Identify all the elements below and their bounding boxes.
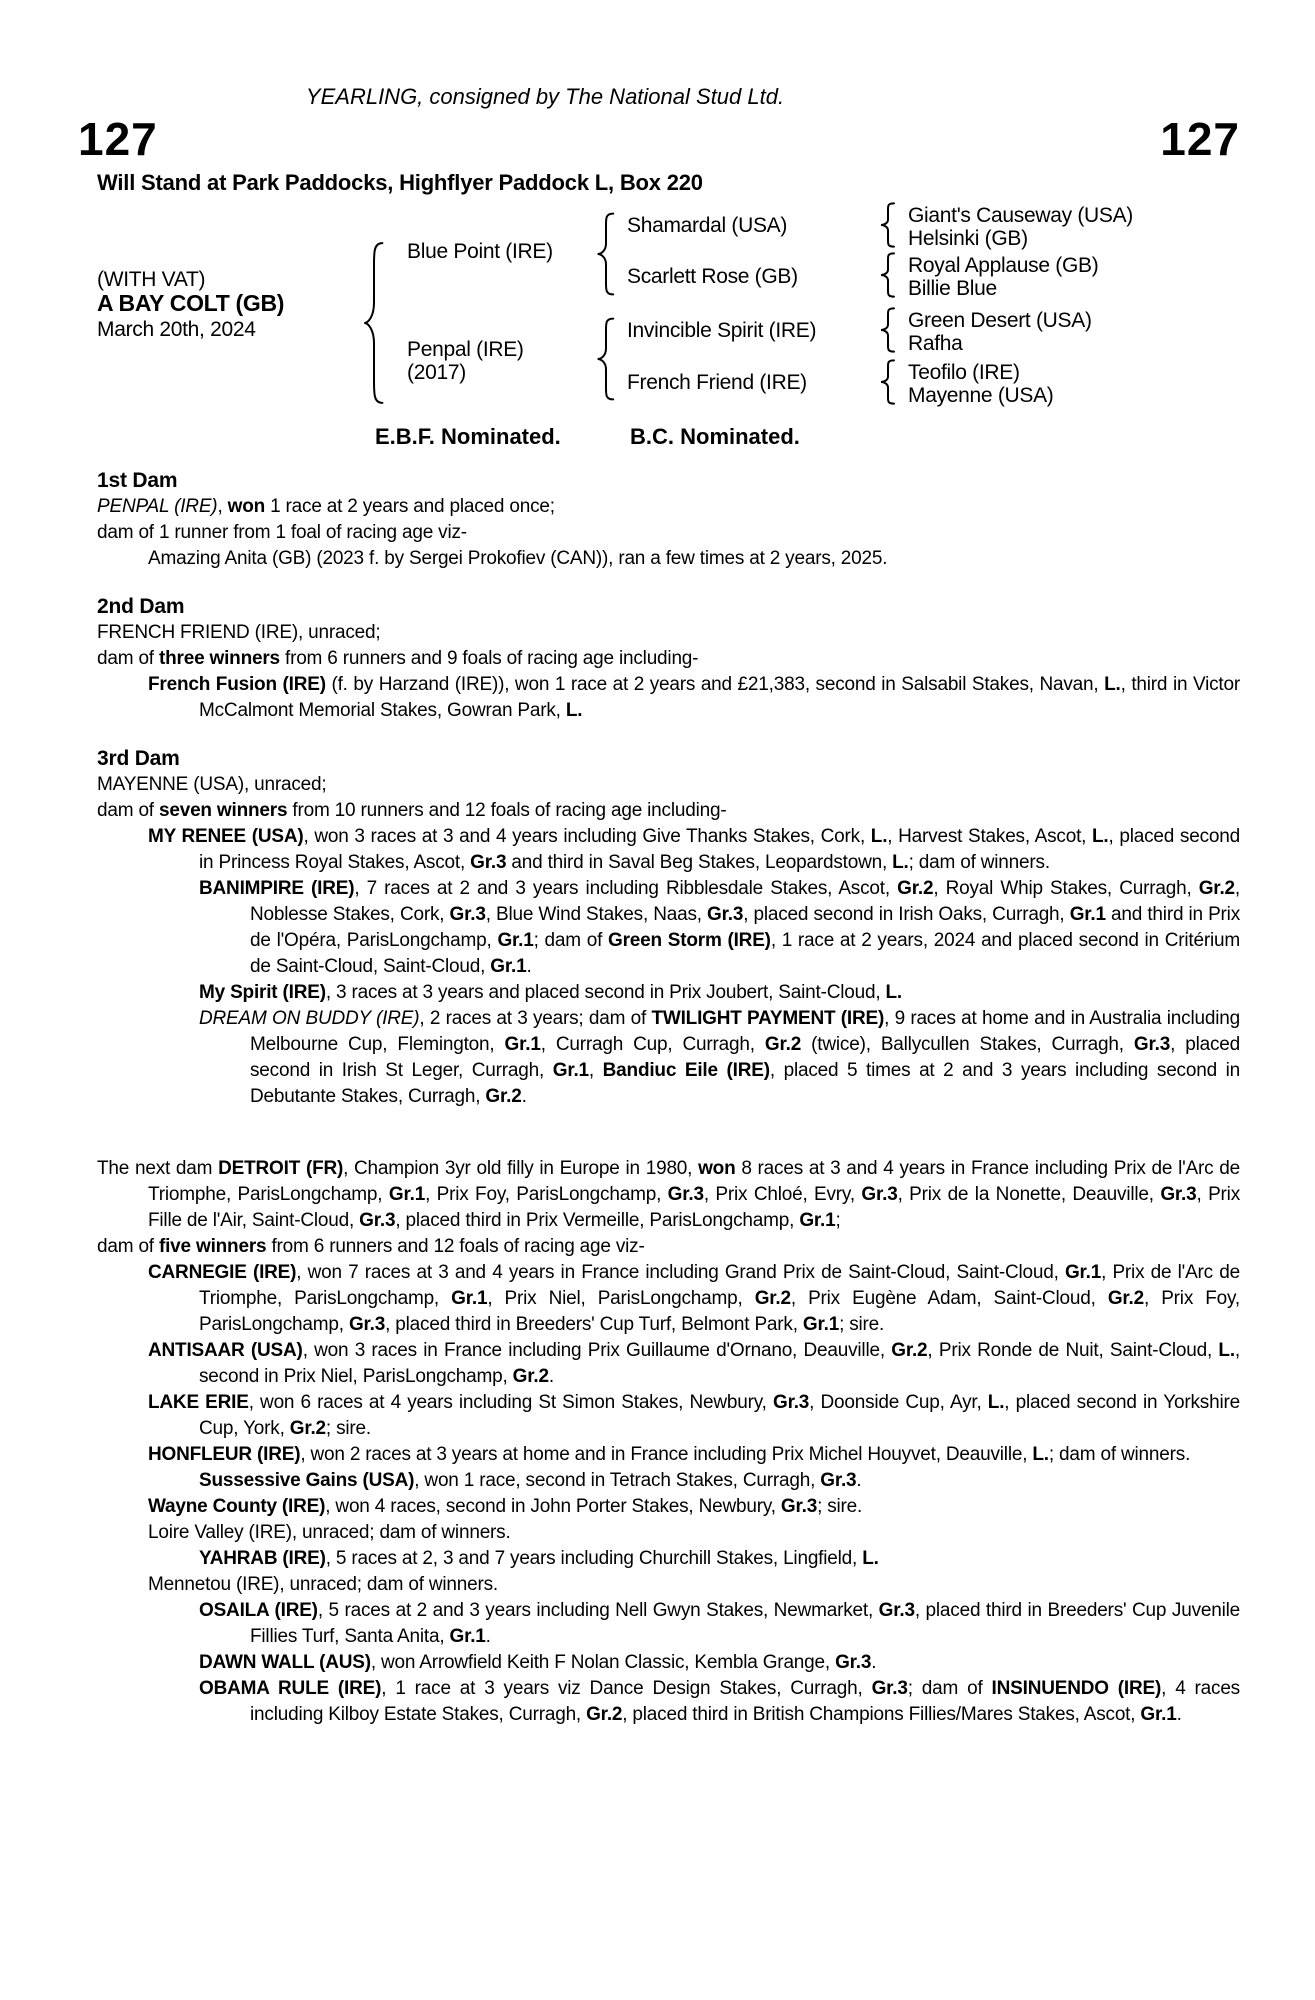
text-segment: . (526, 956, 532, 977)
text-segment: Gr.1 (1140, 1704, 1177, 1725)
text-segment: , third in Victor McCalmont Memorial Stakes, Gowran Park, (199, 674, 1240, 721)
text-segment: L. (885, 982, 903, 1003)
text-segment: , second in Prix Niel, ParisLongchamp, (199, 1340, 1241, 1387)
text-segment: Gr.1 (1069, 904, 1106, 925)
text-segment: Gr.1 (388, 1184, 426, 1205)
text-segment: OBAMA RULE (IRE) (199, 1678, 382, 1699)
text-segment: PENPAL (IRE) (97, 496, 218, 517)
text-segment: , 1 race at 3 years viz Dance Design Stakes, Curragh, (381, 1678, 872, 1699)
text-segment: , Prix Chloé, Evry, (703, 1184, 862, 1205)
pedigree-gen3-name: Teofilo (IRE) (908, 361, 1020, 384)
text-segment: Gr.1 (1064, 1262, 1102, 1283)
sire-name: Blue Point (IRE) (407, 240, 553, 263)
pedigree-paragraph (97, 1260, 1240, 1338)
text-segment: won (227, 496, 266, 517)
text-segment: YAHRAB (IRE) (199, 1548, 326, 1569)
pedigree-paragraph (97, 672, 1240, 724)
text-segment: dam of 1 runner from 1 foal of racing age viz- (97, 522, 467, 543)
text-segment: , Prix de la Nonette, Deauville, (897, 1184, 1161, 1205)
pedigree-paragraph (97, 646, 1240, 672)
text-segment: , Prix Eugène Adam, Saint-Cloud, (790, 1288, 1108, 1309)
text-segment: INSINUENDO (IRE) (991, 1678, 1162, 1699)
brace-icon (594, 211, 618, 297)
pedigree-paragraph (97, 1156, 1240, 1234)
text-segment: , 7 races at 2 and 3 years including Ribblesdale Stakes, Ascot, (354, 878, 898, 899)
text-segment: ; dam of winners. (1048, 1444, 1191, 1465)
pedigree-paragraph (97, 772, 1240, 798)
text-segment: Gr.1 (799, 1210, 836, 1231)
text-segment: , won 2 races at 3 years at home and in France including Prix Michel Houyvet, Deauville, (300, 1444, 1033, 1465)
text-segment: , Noblesse Stakes, Cork, (250, 878, 1240, 925)
text-segment: Gr.3 (1133, 1034, 1171, 1055)
pedigree-paragraph (97, 1442, 1240, 1468)
text-segment: five winners (158, 1236, 267, 1257)
text-segment: and third in Saval Beg Stakes, Leopardstown, (506, 852, 893, 873)
text-segment: from 6 runners and 9 foals of racing age including- (279, 648, 699, 669)
text-segment: , Prix Fille de l'Air, Saint-Cloud, (148, 1184, 1240, 1231)
text-segment: ; dam of (533, 930, 608, 951)
text-segment: , placed second in Irish Oaks, Curragh, (743, 904, 1070, 925)
text-segment: . (856, 1470, 862, 1491)
text-segment: DAWN WALL (AUS) (199, 1652, 371, 1673)
text-segment: , placed third in Breeders' Cup Juvenile Fillies Turf, Santa Anita, (250, 1600, 1241, 1647)
text-segment: , won 3 races at 3 and 4 years including Give Thanks Stakes, Cork, (303, 826, 871, 847)
text-segment: from 10 runners and 12 foals of racing age including- (287, 800, 727, 821)
text-segment: Gr.1 (802, 1314, 840, 1335)
text-segment: HONFLEUR (IRE) (148, 1444, 301, 1465)
text-segment: Sussessive Gains (USA) (199, 1470, 415, 1491)
text-segment: , 9 races at home and in Australia including Melbourne Cup, Flemington, (250, 1008, 1240, 1055)
brace-icon (878, 359, 898, 405)
text-segment: Gr.3 (449, 904, 486, 925)
text-segment: dam of (97, 648, 159, 669)
text-segment: , Harvest Stakes, Ascot, (887, 826, 1093, 847)
text-segment: . (871, 1652, 877, 1673)
dam-name: Penpal (IRE) (407, 338, 524, 361)
text-segment: Gr.2 (1198, 878, 1235, 899)
pedigree-paragraph (97, 1234, 1240, 1260)
pedigree-paragraph (97, 1338, 1240, 1390)
text-segment: , Prix de l'Arc de Triomphe, ParisLongchamp, (199, 1262, 1240, 1309)
sire-dam: Scarlett Rose (GB) (627, 265, 798, 288)
text-segment: ; sire. (839, 1314, 885, 1335)
dam-sections (97, 468, 1240, 1728)
text-segment: Gr.3 (835, 1652, 872, 1673)
text-segment: , 4 races including Kilboy Estate Stakes, Curragh, (250, 1678, 1240, 1725)
pedigree-paragraph (97, 824, 1240, 876)
text-segment: Gr.1 (497, 930, 534, 951)
text-segment: Gr.2 (289, 1418, 326, 1439)
text-segment: L. (1092, 826, 1109, 847)
text-segment: MAYENNE (USA), unraced; (97, 774, 327, 795)
vat-note: (WITH VAT) (97, 268, 206, 291)
text-segment: The next dam (97, 1158, 219, 1179)
text-segment: , 1 race at 2 years, 2024 and placed second in Critérium de Saint-Cloud, Saint-Cloud, (250, 930, 1241, 977)
text-segment: Gr.2 (485, 1086, 522, 1107)
text-segment: ; dam of (907, 1678, 992, 1699)
pedigree-paragraph (97, 1676, 1240, 1728)
text-segment: L. (870, 826, 888, 847)
text-segment: My Spirit (IRE) (199, 982, 326, 1003)
text-segment: DETROIT (FR) (218, 1158, 344, 1179)
text-segment: Gr.2 (586, 1704, 623, 1725)
text-segment: L. (565, 700, 583, 721)
text-segment: , placed 5 times at 2 and 3 years including second in Debutante Stakes, Curragh, (250, 1060, 1240, 1107)
lot-number-right: 127 (1160, 113, 1240, 165)
brace-icon (360, 238, 388, 408)
text-segment: , (217, 496, 228, 517)
text-segment: Gr.2 (897, 878, 934, 899)
text-segment: L. (1032, 1444, 1049, 1465)
text-segment: , Prix Ronde de Nuit, Saint-Cloud, (927, 1340, 1219, 1361)
text-segment: Gr.3 (820, 1470, 857, 1491)
text-segment: , Royal Whip Stakes, Curragh, (933, 878, 1199, 899)
pedigree-paragraph (97, 1598, 1240, 1650)
pedigree-gen3-name: Royal Applause (GB) (908, 254, 1099, 277)
text-segment: ; sire. (817, 1496, 863, 1517)
text-segment: French Fusion (IRE) (148, 674, 326, 695)
pedigree-paragraph (97, 980, 1240, 1006)
text-segment: dam of (97, 1236, 159, 1257)
bc-nomination: B.C. Nominated. (630, 424, 800, 449)
text-segment: seven winners (158, 800, 288, 821)
text-segment: Wayne County (IRE) (148, 1496, 326, 1517)
text-segment: Gr.3 (861, 1184, 898, 1205)
dam-section-heading: 3rd Dam (97, 747, 180, 770)
text-segment: , placed second in Irish St Leger, Curragh, (250, 1034, 1240, 1081)
text-segment: Gr.3 (878, 1600, 915, 1621)
text-segment: . (548, 1366, 554, 1387)
text-segment: DREAM ON BUDDY (IRE) (199, 1008, 420, 1029)
text-segment: ANTISAAR (USA) (148, 1340, 303, 1361)
text-segment: , 3 races at 3 years and placed second in Prix Joubert, Saint-Cloud, (325, 982, 886, 1003)
pedigree-paragraph (97, 520, 1240, 546)
stand-location-line: Will Stand at Park Paddocks, Highflyer Paddock L, Box 220 (97, 170, 703, 195)
text-segment: , Prix Niel, ParisLongchamp, (487, 1288, 755, 1309)
text-segment: CARNEGIE (IRE) (148, 1262, 297, 1283)
ebf-nomination: E.B.F. Nominated. (375, 424, 561, 449)
pedigree-gen3-name: Green Desert (USA) (908, 309, 1092, 332)
text-segment: Gr.3 (359, 1210, 396, 1231)
text-segment: , won 1 race, second in Tetrach Stakes, Curragh, (414, 1470, 821, 1491)
pedigree-paragraph (97, 1572, 1240, 1598)
text-segment: three winners (158, 648, 280, 669)
text-segment: , Champion 3yr old filly in Europe in 1980, (343, 1158, 699, 1179)
text-segment: ; (835, 1210, 841, 1231)
text-segment: won (698, 1158, 736, 1179)
text-segment: , placed second in Yorkshire Cup, York, (199, 1392, 1240, 1439)
text-segment: MY RENEE (USA) (148, 826, 304, 847)
text-segment: , placed third in Breeders' Cup Turf, Belmont Park, (385, 1314, 803, 1335)
text-segment: , won 7 races at 3 and 4 years in France including Grand Prix de Saint-Cloud, Saint-Cloud, (296, 1262, 1065, 1283)
brace-icon (878, 202, 898, 248)
text-segment: LAKE ERIE (148, 1392, 249, 1413)
dam-sire: Invincible Spirit (IRE) (627, 319, 817, 342)
sire-sire: Shamardal (USA) (627, 214, 788, 237)
text-segment: Gr.3 (1160, 1184, 1197, 1205)
dam-dam: French Friend (IRE) (627, 371, 807, 394)
pedigree-paragraph (97, 876, 1240, 980)
text-segment: , Blue Wind Stakes, Naas, (485, 904, 708, 925)
text-segment: OSAILA (IRE) (199, 1600, 318, 1621)
text-segment: Gr.3 (871, 1678, 908, 1699)
text-segment: , Prix Foy, ParisLongchamp, (199, 1288, 1240, 1335)
pedigree-paragraph (97, 494, 1240, 520)
pedigree-paragraph (97, 546, 1240, 572)
text-segment: dam of (97, 800, 159, 821)
text-segment: Gr.3 (780, 1496, 818, 1517)
text-segment: . (485, 1626, 491, 1647)
text-segment: , placed third in Prix Vermeille, ParisLongchamp, (395, 1210, 800, 1231)
pedigree-gen3-name: Giant's Causeway (USA) (908, 204, 1133, 227)
text-segment: Green Storm (IRE) (608, 930, 771, 951)
pedigree-gen3-name: Rafha (908, 332, 963, 355)
text-segment: 8 races at 3 and 4 years in France including Prix de l'Arc de Triomphe, ParisLongchamp, (148, 1158, 1240, 1205)
text-segment: BANIMPIRE (IRE) (199, 878, 355, 899)
pedigree-gen3-name: Helsinki (GB) (908, 227, 1028, 250)
brace-icon (878, 252, 898, 298)
pedigree-gen3-name: Billie Blue (908, 277, 997, 300)
text-segment: , 5 races at 2 and 3 years including Nell Gwyn Stakes, Newmarket, (317, 1600, 879, 1621)
foal-date: March 20th, 2024 (97, 318, 256, 341)
pedigree-paragraph (97, 1650, 1240, 1676)
text-segment: from 6 runners and 12 foals of racing age viz- (266, 1236, 645, 1257)
text-segment: Loire Valley (IRE), unraced; dam of winners. (148, 1522, 511, 1543)
text-segment: Gr.2 (891, 1340, 928, 1361)
text-segment: Gr.3 (667, 1184, 704, 1205)
text-segment: Gr.2 (754, 1288, 791, 1309)
text-segment: Gr.1 (504, 1034, 541, 1055)
text-segment: , won 4 races, second in John Porter Stakes, Newbury, (325, 1496, 781, 1517)
text-segment: , won Arrowfield Keith F Nolan Classic, Kembla Grange, (370, 1652, 836, 1673)
dam-section-heading: 1st Dam (97, 469, 178, 492)
text-segment: , Doonside Cup, Ayr, (809, 1392, 988, 1413)
text-segment: Gr.2 (764, 1034, 802, 1055)
text-segment: . (1176, 1704, 1182, 1725)
text-segment: , won 3 races in France including Prix Guillaume d'Ornano, Deauville, (302, 1340, 892, 1361)
colt-name: A BAY COLT (GB) (97, 290, 285, 316)
pedigree-gen3-name: Mayenne (USA) (908, 384, 1054, 407)
text-segment: Gr.1 (451, 1288, 488, 1309)
text-segment: 1 race at 2 years and placed once; (265, 496, 555, 517)
pedigree-paragraph (97, 1520, 1240, 1546)
text-segment: L. (892, 852, 909, 873)
text-segment: , placed third in British Champions Fillies/Mares Stakes, Ascot, (622, 1704, 1141, 1725)
text-segment: , (588, 1060, 603, 1081)
text-segment: , 2 races at 3 years; dam of (419, 1008, 652, 1029)
dam-section-heading: 2nd Dam (97, 595, 185, 618)
text-segment: Gr.3 (707, 904, 744, 925)
text-segment: Gr.2 (512, 1366, 549, 1387)
text-segment: (twice), Ballycullen Stakes, Curragh, (801, 1034, 1134, 1055)
text-segment: L. (1218, 1340, 1235, 1361)
text-segment: FRENCH FRIEND (IRE), unraced; (97, 622, 381, 643)
text-segment: Gr.3 (470, 852, 507, 873)
text-segment: (f. by Harzand (IRE)), won 1 race at 2 years and £21,383, second in Salsabil Stakes, Navan, (325, 674, 1105, 695)
pedigree-paragraph (97, 1468, 1240, 1494)
text-segment: , Curragh Cup, Curragh, (540, 1034, 765, 1055)
text-segment: and third in Prix de l'Opéra, ParisLongchamp, (250, 904, 1240, 951)
dam-year: (2017) (407, 361, 466, 384)
text-segment: , placed second in Princess Royal Stakes, Ascot, (199, 826, 1241, 873)
consignor-line: YEARLING, consigned by The National Stud Ltd. (305, 84, 785, 109)
text-segment: L. (987, 1392, 1005, 1413)
text-segment: , Prix Foy, ParisLongchamp, (425, 1184, 668, 1205)
pedigree-paragraph (97, 1494, 1240, 1520)
text-segment: L. (862, 1548, 879, 1569)
text-segment: Gr.3 (772, 1392, 810, 1413)
text-segment: Gr.3 (348, 1314, 386, 1335)
text-segment: . (521, 1086, 527, 1107)
brace-icon (878, 307, 898, 353)
lot-number-left: 127 (78, 113, 158, 165)
text-segment: Bandiuc Eile (IRE) (602, 1060, 770, 1081)
text-segment: ; dam of winners. (908, 852, 1050, 873)
pedigree-paragraph (97, 1006, 1240, 1110)
text-segment: , 5 races at 2, 3 and 7 years including Churchill Stakes, Lingfield, (325, 1548, 863, 1569)
text-segment: Gr.1 (449, 1626, 486, 1647)
text-segment: Gr.1 (552, 1060, 589, 1081)
text-segment: TWILIGHT PAYMENT (IRE) (651, 1008, 885, 1029)
text-segment: Amazing Anita (GB) (2023 f. by Sergei Prokofiev (CAN)), ran a few times at 2 years, 2025. (148, 548, 888, 569)
text-segment: Gr.2 (1107, 1288, 1144, 1309)
pedigree-paragraph (97, 620, 1240, 646)
text-segment: , won 6 races at 4 years including St Simon Stakes, Newbury, (248, 1392, 773, 1413)
pedigree-paragraph (97, 1390, 1240, 1442)
brace-icon (594, 316, 618, 402)
pedigree-paragraph (97, 1546, 1240, 1572)
pedigree-paragraph (97, 798, 1240, 824)
text-segment: Mennetou (IRE), unraced; dam of winners. (148, 1574, 499, 1595)
text-segment: Gr.1 (490, 956, 527, 977)
text-segment: L. (1104, 674, 1121, 695)
text-segment: ; sire. (325, 1418, 371, 1439)
